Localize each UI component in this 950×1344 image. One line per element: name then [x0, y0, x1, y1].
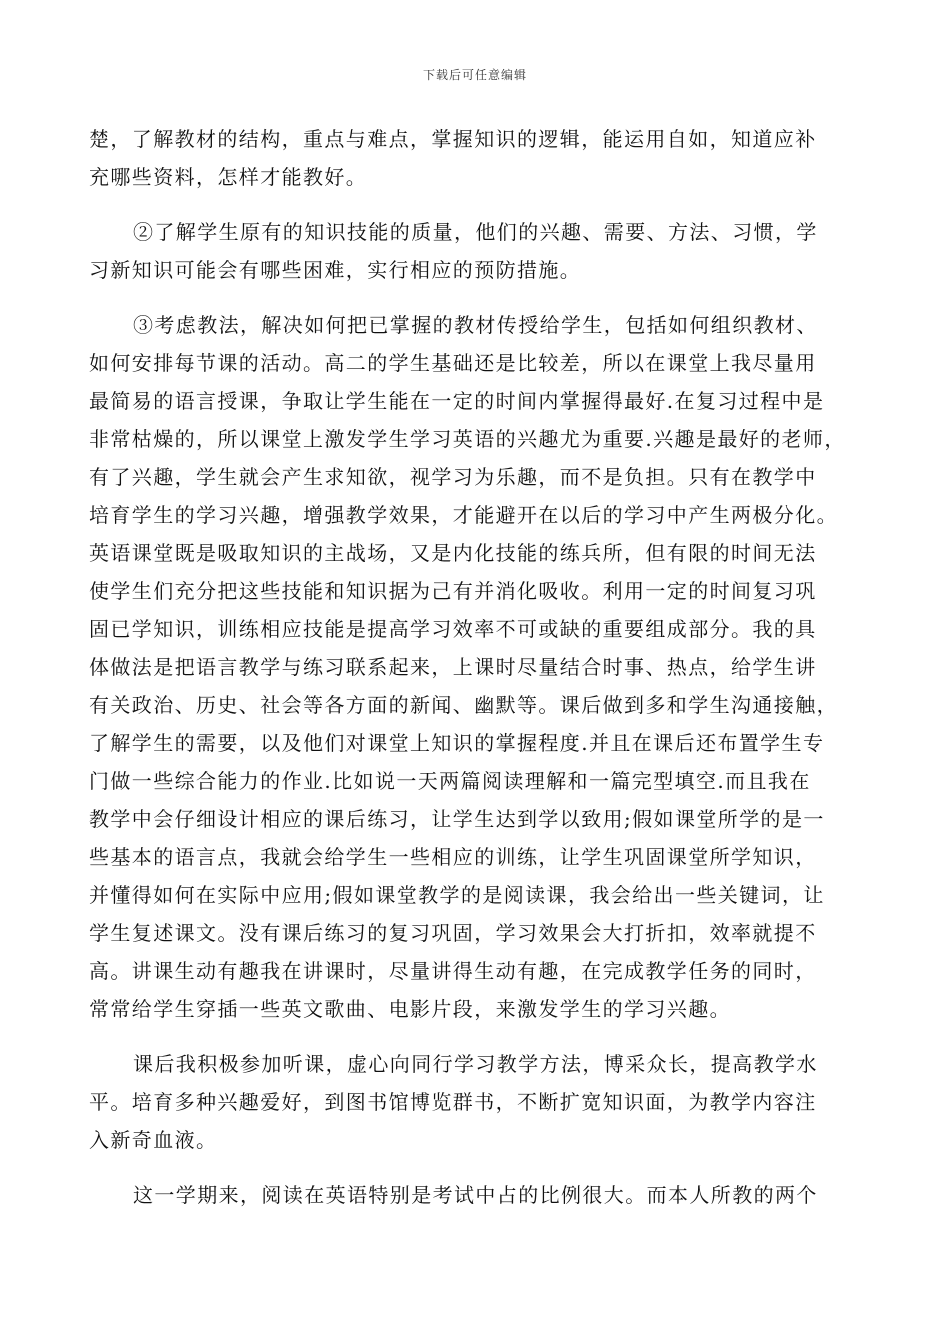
text-line: 平。培育多种兴趣爱好，到图书馆博览群书，不断扩宽知识面，为教学内容注 — [89, 1090, 817, 1114]
text-line: 充哪些资料，怎样才能教好。 — [89, 165, 368, 189]
text-line: 学生复述课文。没有课后练习的复习巩固，学习效果会大打折扣，效率就提不 — [89, 921, 817, 945]
text-line: 常常给学生穿插一些英文歌曲、电影片段，来激发学生的学习兴趣。 — [89, 997, 731, 1021]
text-line: 高。讲课生动有趣我在讲课时，尽量讲得生动有趣，在完成教学任务的同时， — [89, 959, 817, 983]
text-line: 使学生们充分把这些技能和知识据为己有并消化吸收。利用一定的时间复习巩 — [89, 579, 817, 603]
text-line: 教学中会仔细设计相应的课后练习，让学生达到学以致用;假如课堂所学的是一 — [89, 807, 825, 831]
text-line: 最简易的语言授课，争取让学生能在一定的时间内掌握得最好.在复习过程中是 — [89, 389, 825, 413]
text-line: 非常枯燥的，所以课堂上激发学生学习英语的兴趣尤为重要.兴趣是最好的老师， — [89, 427, 846, 451]
text-line: 些基本的语言点，我就会给学生一些相应的训练，让学生巩固课堂所学知识， — [89, 845, 817, 869]
text-line: 这一学期来，阅读在英语特别是考试中占的比例很大。而本人所教的两个 — [133, 1183, 818, 1207]
text-line: ②了解学生原有的知识技能的质量，他们的兴趣、需要、方法、习惯，学 — [133, 220, 818, 244]
paragraph — [89, 306, 864, 1028]
text-line: 楚，了解教材的结构，重点与难点，掌握知识的逻辑，能运用自如，知道应补 — [89, 127, 817, 151]
text-line: 入新奇血液。 — [89, 1128, 218, 1152]
text-line: 如何安排每节课的活动。高二的学生基础还是比较差，所以在课堂上我尽量用 — [89, 351, 817, 375]
text-line: 课后我积极参加听课，虚心向同行学习教学方法，博采众长，提高教学水 — [133, 1052, 818, 1076]
paragraph — [89, 1176, 864, 1214]
text-line: 培育学生的学习兴趣，增强教学效果，才能避开在以后的学习中产生两极分化。 — [89, 503, 838, 527]
paragraph — [89, 213, 864, 289]
page-header: 下载后可任意编辑 — [422, 68, 527, 82]
text-line: 并懂得如何在实际中应用;假如课堂教学的是阅读课，我会给出一些关键词，让 — [89, 883, 825, 907]
text-line: 有了兴趣，学生就会产生求知欲，视学习为乐趣，而不是负担。只有在教学中 — [89, 465, 817, 489]
document-body — [89, 120, 864, 1214]
text-line: 习新知识可能会有哪些困难，实行相应的预防措施。 — [89, 258, 582, 282]
text-line: ③考虑教法，解决如何把已掌握的教材传授给学生，包括如何组织教材、 — [133, 313, 818, 337]
text-line: 门做一些综合能力的作业.比如说一天两篇阅读理解和一篇完型填空.而且我在 — [89, 769, 811, 793]
text-line: 有关政治、历史、社会等各方面的新闻、幽默等。课后做到多和学生沟通接触， — [89, 693, 838, 717]
text-line: 体做法是把语言教学与练习联系起来，上课时尽量结合时事、热点，给学生讲 — [89, 655, 817, 679]
paragraph — [89, 1045, 864, 1159]
paragraph — [89, 120, 864, 196]
text-line: 英语课堂既是吸取知识的主战场，又是内化技能的练兵所，但有限的时间无法 — [89, 541, 817, 565]
text-line: 固已学知识，训练相应技能是提高学习效率不可或缺的重要组成部分。我的具 — [89, 617, 817, 641]
text-line: 了解学生的需要，以及他们对课堂上知识的掌握程度.并且在课后还布置学生专 — [89, 731, 825, 755]
